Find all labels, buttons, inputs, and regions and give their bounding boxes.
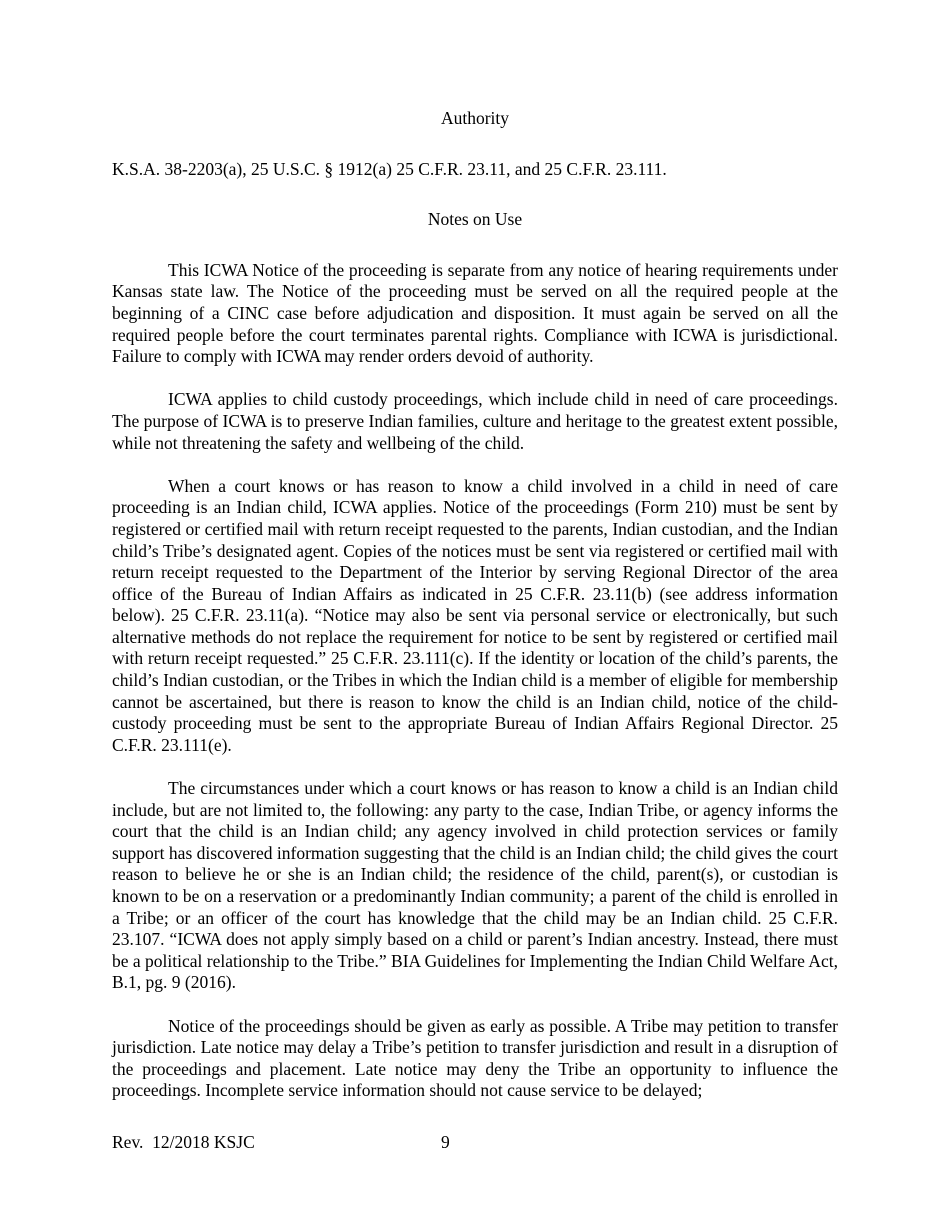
document-page — [112, 108, 838, 1124]
authority-heading: Authority — [440, 108, 510, 128]
notes-on-use-heading: Notes on Use — [427, 209, 523, 230]
paragraph-notice-separate: This ICWA Notice of the proceeding is separate from any notice of hearing requirements under Kansas state law. The Notice of the proceeding must be served on all the required people at the beginning of a CINC case before adjudication and disposition. It must again be served on all the required people before the court terminates parental rights. Compliance with ICWA is jurisdictional. Failure to comply with ICWA may render orders devoid of authority. — [112, 259, 838, 367]
paragraph-early-notice: Notice of the proceedings should be given as early as possible. A Tribe may petition to transfer jurisdiction. Late notice may delay a Tribe’s petition to transfer jurisdiction and result in a disruption of the proceedings and placement. Late notice may deny the Tribe an opportunity to influence the proceedings. Incomplete service information should not cause service to be delayed; — [112, 1015, 838, 1101]
paragraph-reason-to-know: When a court knows or has reason to know a child involved in a child in need of care proceeding is an Indian child, ICWA applies. Notice of the proceedings (Form 210) must be sent by registered or certified mail with return receipt requested to the parents, Indian custodian, and the Indian child’s Tribe’s designated agent. Copies of the notices must be sent via registered or certified mail with return receipt requested to the Department of the Interior by serving Regional Director of the area office of the Bureau of Indian Affairs as indicated in 25 C.F.R. 23.11(b) (see address information below). 25 C.F.R. 23.11(a). “Notice may also be sent via personal service or electronically, but such alternative methods do not replace the requirement for notice to be sent by registered or certified mail with return receipt requested.” 25 C.F.R. 23.111(c). If the identity or location of the child’s parents, the child’s Indian custodian, or the Tribes in which the Indian child is a member of eligible for membership cannot be ascertained, but there is reason to know the child is an Indian child, notice of the child-custody proceeding must be sent to the appropriate Bureau of Indian Affairs Regional Director. 25 C.F.R. 23.111(e). — [112, 475, 838, 755]
page-number: 9 — [441, 1132, 450, 1152]
authority-citations: K.S.A. 38-2203(a), 25 U.S.C. § 1912(a) 25 C.F.R. 23.11, and 25 C.F.R. 23.111. — [112, 158, 667, 179]
paragraph-icwa-applies: ICWA applies to child custody proceedings, which include child in need of care proceedings. The purpose of ICWA is to preserve Indian families, culture and heritage to the greatest extent possible, while not threatening the safety and wellbeing of the child. — [112, 389, 838, 453]
revision-label: Rev. 12/2018 KSJC — [112, 1132, 255, 1152]
paragraph-circumstances: The circumstances under which a court knows or has reason to know a child is an Indian child include, but are not limited to, the following: any party to the case, Indian Tribe, or agency informs the court that the child is an Indian child; any agency involved in child protection services or family support has discovered information suggesting that the child is an Indian child; the child gives the court reason to believe he or she is an Indian child; the residence of the child, parent(s), or custodian is known to be on a reservation or a predominantly Indian community; a parent of the child is enrolled in a Tribe; or an officer of the court has knowledge that the child may be an Indian child. 25 C.F.R. 23.107. “ICWA does not apply simply based on a child or parent’s Indian ancestry. Instead, there must be a political relationship to the Tribe.” BIA Guidelines for Implementing the Indian Child Welfare Act, B.1, pg. 9 (2016). — [112, 778, 838, 993]
